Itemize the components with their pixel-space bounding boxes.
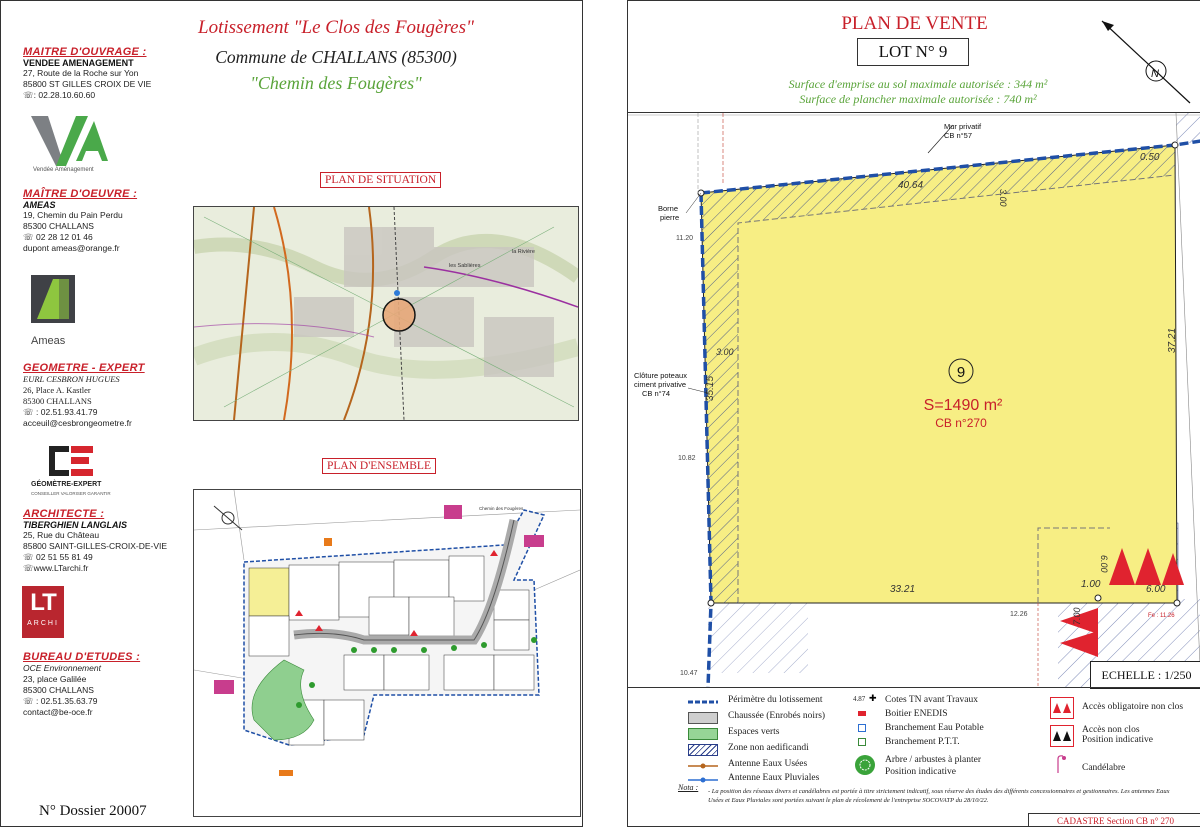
maitre-ouvrage-name: VENDEE AMENAGEMENT [23,58,134,68]
pierre-label: pierre [660,213,680,222]
enedis-box-icon [858,711,866,716]
geometre-logo [47,444,97,483]
level-5: Fe : 11.26 [1148,613,1175,619]
maitre-oeuvre-address: 19, Chemin du Pain Perdu [23,210,123,220]
bureau-block [23,651,193,718]
dim-1: 1.00 [1081,579,1101,590]
dim-bottom: 33.21 [890,584,916,595]
architecte-city: 85800 SAINT-GILLES-CROIX-DE-VIE [23,541,168,551]
legend-candelabre-text: Candélabre [1082,763,1126,773]
mur-cb: CB n°57 [944,131,973,140]
legend-acces-oblig-text: Accès obligatoire non clos [1082,702,1184,712]
legend-arbre-text-2: Position indicative [885,767,956,777]
geometre-city: 85300 CHALLANS [23,396,92,406]
bureau-phone [23,696,193,707]
maitre-ouvrage-city: 85800 ST GILLES CROIX DE VIE [23,79,152,89]
dim-right: 37.21 [1167,327,1178,353]
architecte-name: TIBERGHIEN LANGLAIS [23,520,128,530]
legend-cotes-value: 4.87 [853,695,866,703]
phone-icon: ☏ [23,232,34,242]
maitre-ouvrage-phone [23,90,193,101]
architecte-block [23,508,193,574]
maitre-oeuvre-email: dupont ameas@orange.fr [23,243,120,253]
perimeter-swatch-icon [688,697,718,707]
dim-setback-left: 3.00 [716,347,734,357]
legend-perimetre-text: Périmètre du lotissement [728,695,823,705]
ameas-logo [29,273,77,325]
geometre-logo-text: GÉOMÈTRE-EXPERT [31,481,102,488]
globe-icon: ☏ [23,563,34,573]
north-arrow [1096,15,1196,115]
green-space-swatch-icon [688,728,718,740]
geometre-logo-sub: CONSEILLER VALORISER GARANTIR [31,491,111,496]
lot-plan-graphic [628,113,1200,688]
ameas-logo-icon [29,273,77,325]
legend-chaussee-text: Chaussée (Enrobés noirs) [728,711,826,721]
svg-text:N: N [1151,68,1159,80]
cloture-label-3: CB n°74 [642,389,671,398]
sewer-line-icon [688,761,718,771]
red-triangles-icon [1051,698,1073,718]
project-title: Lotissement "Le Clos des Fougères" [198,17,474,38]
level-3: 10.47 [680,670,698,677]
level-4: 12.26 [1010,611,1028,618]
plan-ensemble-heading: PLAN D'ENSEMBLE [322,458,436,474]
mandatory-access-icon [1050,697,1074,719]
legend-arbre-text: Arbre / arbustes à planter [885,755,982,765]
ensemble-plan [193,489,581,817]
north-arrow-icon [1096,15,1196,110]
ensemble-road-label: Chemin des Fougères [479,506,524,511]
geometre-heading: GEOMETRE - EXPERT [23,362,145,374]
bureau-heading: BUREAU D'ETUDES : [23,651,141,663]
maitre-oeuvre-block [23,188,193,254]
cover-sheet [0,0,583,827]
geometre-phone [23,407,193,418]
lot-number: 9 [956,364,966,381]
mur-label: Mur privatif [944,122,982,131]
phone-number: : 02.51.93.41.79 [33,407,98,417]
borne-label: Borne [658,204,679,213]
lot-cadastre: CB n°270 [935,416,987,430]
phone-number: : 02.51.35.63.79 [33,696,98,706]
legend-acces-non-text: Accès non clos [1082,725,1140,735]
sale-plan-sheet [627,0,1200,827]
va-logo-text: Vendée Aménagement [33,167,94,173]
map-label-riviere: la Rivière [512,249,535,255]
surface-sol: Surface d'emprise au sol maximale autorisée : 344 m² [788,77,1048,91]
phone-number: : 02.28.10.60.60 [33,90,96,100]
open-access-icon [1050,725,1074,747]
legend-branch-eau-text: Branchement Eau Potable [885,723,984,733]
web-link: www.LTarchi.fr [33,563,89,573]
water-connection-icon [858,724,866,732]
legend-acces-non-text-2: Position indicative [1082,735,1153,745]
phone-number: 02 28 12 01 46 [33,232,93,242]
legend-espaces-text: Espaces verts [728,727,780,737]
chemin: "Chemin des Fougères" [250,73,422,93]
lt-logo-small: ARCHI [27,620,59,627]
lot-box: LOT N° 9 [857,38,969,66]
architecte-heading: ARCHITECTE : [23,508,105,520]
legend-boitier-text: Boitier ENEDIS [885,709,948,719]
black-triangles-icon [1051,726,1073,746]
street-lamp-icon [1050,753,1072,775]
cadastre-box: CADASTRE Section CB n° 270 [1028,813,1200,827]
maitre-ouvrage-heading: MAITRE D'OUVRAGE : [23,46,147,58]
lot-plan [628,113,1200,688]
cloture-label-2: ciment privative [634,380,687,389]
commune: Commune de CHALLANS (85300) [215,47,457,67]
legend-antenne-usees-text: Antenne Eaux Usées [728,759,808,769]
level-1: 11.20 [676,235,693,242]
legend-divider [628,687,1200,688]
lot-surface: S=1490 m² [923,397,1003,414]
dim-6b: 6.00 [1099,555,1109,573]
legend-cotes-text: Cotes TN avant Travaux [885,695,978,705]
architecte-phone [23,552,193,563]
ameas-logo-text: Ameas [31,335,66,347]
note-text: - La position des réseaux divers et candélabres est portée à titre strictement indicatif, sous réserve des études des différents concessionnaires et gestionnaires. Les antennes Eaux Usées et Eaux Pluviales sont portées suivant le plan de récolement de l'entreprise SOCOVATP du 28/10/22. [708,788,1170,804]
bureau-email: contact@be-oce.fr [23,707,93,717]
note-label: Nota : [678,783,699,792]
phone-number: 02 51 55 81 49 [33,552,93,562]
dim-setback-top: 3.00 [998,189,1008,207]
level-2: 10.82 [678,455,696,462]
surface-plancher: Surface de plancher maximale autorisée : 740 m² [799,92,1037,106]
situation-map-graphic [194,207,578,420]
dim-top-right: 0.50 [1140,152,1160,163]
architecte-address: 25, Rue du Château [23,530,100,540]
situation-map [193,206,579,421]
maitre-oeuvre-city: 85300 CHALLANS [23,221,94,231]
plan-title: PLAN DE VENTE [841,13,988,34]
phone-icon: ☏ [23,552,34,562]
geometre-email: acceuil@cesbrongeometre.fr [23,418,132,428]
geometre-name: EURL CESBRON HUGUES [23,374,120,384]
legend-zone-text: Zone non aedificandi [728,743,809,753]
hatch-swatch-icon [688,744,718,756]
maitre-ouvrage-block [23,46,193,101]
bureau-name: OCE Environnement [23,663,101,673]
maitre-oeuvre-heading: MAÎTRE D'OEUVRE : [23,188,138,200]
phone-icon: ☏ [23,696,34,706]
road-swatch-icon [688,712,718,724]
maitre-oeuvre-phone [23,232,193,243]
plan-situation-heading: PLAN DE SITUATION [320,172,441,188]
bureau-address: 23, place Galilée [23,674,87,684]
tree-icon [853,753,877,777]
lt-logo-big: LT [30,589,56,616]
dim-top: 40.64 [898,180,924,191]
cross-icon: ✚ [869,693,877,703]
dim-7: 7.00 [1072,607,1082,625]
lt-archi-logo [22,586,64,638]
phone-icon: ☏ [23,90,34,100]
dim-6: 6.00 [1146,584,1166,595]
telecom-connection-icon [858,738,866,746]
scale-box: ECHELLE : 1/250 [1090,661,1200,689]
ensemble-plan-graphic [194,490,580,816]
dim-left: 35.15 [705,375,716,401]
dossier-number: N° Dossier 20007 [39,803,147,819]
bureau-city: 85300 CHALLANS [23,685,94,695]
phone-icon: ☏ [23,407,34,417]
cloture-label: Clôture poteaux [634,371,687,380]
geometre-logo-icon [47,444,97,478]
architecte-web [23,563,193,574]
legend-antenne-pluv-text: Antenne Eaux Pluviales [728,773,820,783]
geometre-block [23,362,193,429]
map-label-sablieres: les Sablières [449,263,481,269]
maitre-oeuvre-name: AMEAS [23,200,56,210]
geometre-address: 26, Place A. Kastler [23,385,91,395]
legend-branch-ptt-text: Branchement P.T.T. [885,737,960,747]
maitre-ouvrage-address: 27, Route de la Roche sur Yon [23,68,139,78]
